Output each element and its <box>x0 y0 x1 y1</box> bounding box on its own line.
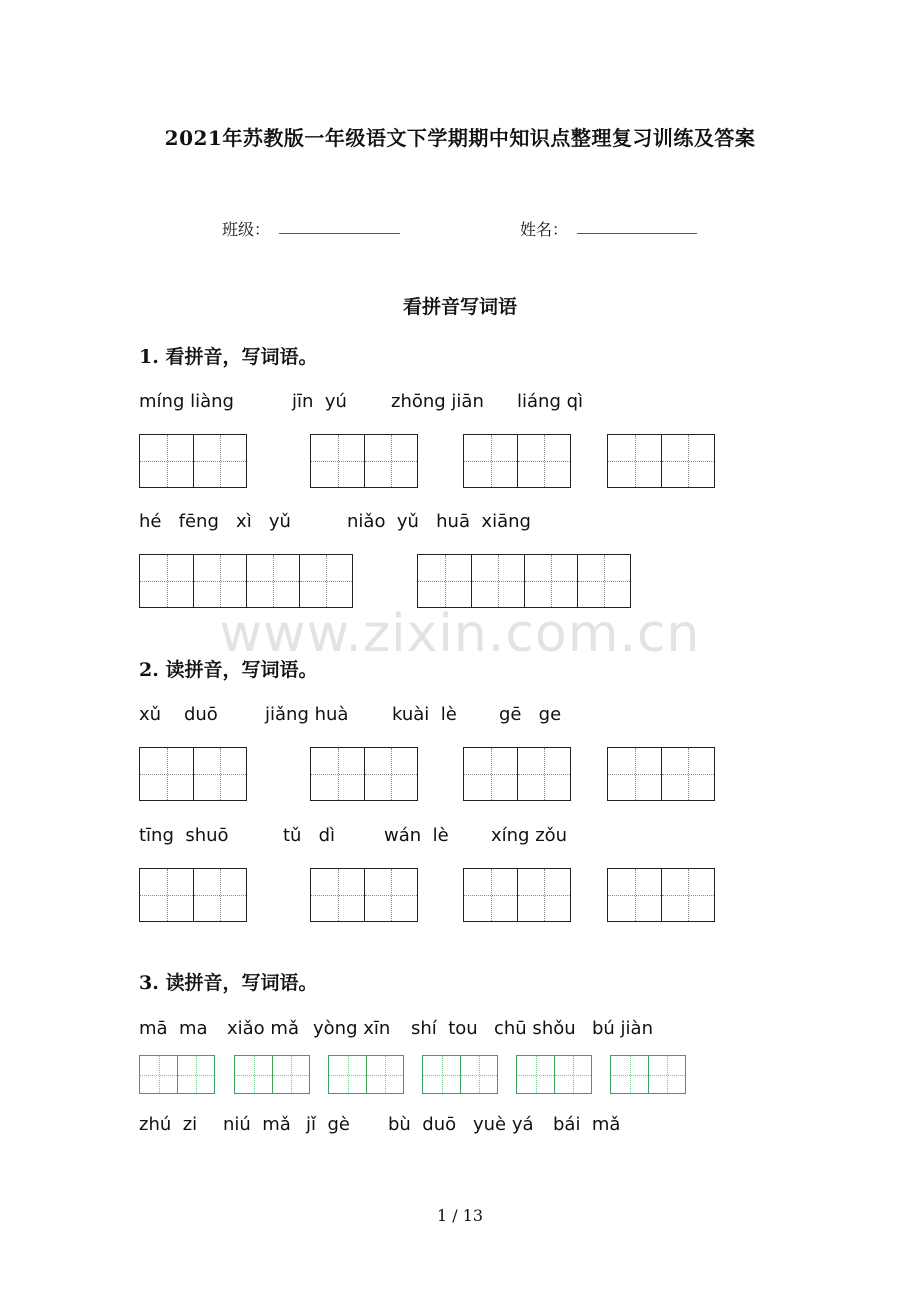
pinyin-word: yuè yá <box>473 1114 534 1135</box>
writing-cell[interactable] <box>423 1056 460 1093</box>
writing-cell[interactable] <box>608 435 661 487</box>
writing-cell[interactable] <box>661 435 714 487</box>
writing-cell[interactable] <box>611 1056 648 1093</box>
pinyin-word: mā ma <box>139 1018 208 1039</box>
writing-cell[interactable] <box>140 1056 177 1093</box>
writing-cell[interactable] <box>311 748 364 800</box>
writing-cell[interactable] <box>464 748 517 800</box>
pinyin-word: bú jiàn <box>592 1018 653 1039</box>
writing-cell[interactable] <box>517 1056 554 1093</box>
answer-grid-2[interactable] <box>139 747 247 801</box>
writing-cell[interactable] <box>554 1056 591 1093</box>
writing-cell[interactable] <box>460 1056 497 1093</box>
writing-cell[interactable] <box>648 1056 685 1093</box>
pinyin-word: shí tou <box>411 1018 478 1039</box>
writing-cell[interactable] <box>193 435 246 487</box>
name-label: 姓名： <box>520 220 569 239</box>
writing-cell[interactable] <box>140 869 193 921</box>
writing-cell[interactable] <box>235 1056 272 1093</box>
answer-grid-4[interactable] <box>417 554 631 608</box>
name-field[interactable] <box>577 233 697 234</box>
answer-grid-4[interactable] <box>139 554 353 608</box>
writing-cell[interactable] <box>140 748 193 800</box>
writing-cell[interactable] <box>193 869 246 921</box>
document-title: 2021年苏教版一年级语文下学期期中知识点整理复习训练及答案 <box>164 126 756 150</box>
writing-cell[interactable] <box>140 435 193 487</box>
answer-grid-small[interactable] <box>139 1055 215 1094</box>
answer-grid-small[interactable] <box>422 1055 498 1094</box>
pinyin-word: niú mǎ <box>223 1114 291 1135</box>
writing-cell[interactable] <box>366 1056 403 1093</box>
pinyin-word: xíng zǒu <box>491 825 568 846</box>
writing-cell[interactable] <box>193 748 246 800</box>
answer-grid-2[interactable] <box>463 747 571 801</box>
writing-cell[interactable] <box>577 555 630 607</box>
writing-cell[interactable] <box>661 869 714 921</box>
answer-grid-2[interactable] <box>310 747 418 801</box>
answer-grid-small[interactable] <box>610 1055 686 1094</box>
page-number: 1 / 13 <box>436 1206 484 1225</box>
answer-grid-2[interactable] <box>607 747 715 801</box>
class-label: 班级： <box>222 220 271 239</box>
question-2-heading: 2. 读拼音，写词语。 <box>139 659 318 681</box>
answer-grid-2[interactable] <box>607 868 715 922</box>
writing-cell[interactable] <box>517 435 570 487</box>
watermark: www.zixin.com.cn <box>219 604 701 664</box>
writing-cell[interactable] <box>364 748 417 800</box>
answer-grid-2[interactable] <box>607 434 715 488</box>
pinyin-word: liáng qì <box>517 391 584 412</box>
answer-grid-2[interactable] <box>310 868 418 922</box>
question-3-heading: 3. 读拼音，写词语。 <box>139 972 318 994</box>
section-title: 看拼音写词语 <box>402 296 517 318</box>
pinyin-word: zhōng jiān <box>391 391 484 412</box>
writing-cell[interactable] <box>517 869 570 921</box>
writing-cell[interactable] <box>524 555 577 607</box>
writing-cell[interactable] <box>246 555 299 607</box>
answer-grid-small[interactable] <box>328 1055 404 1094</box>
writing-cell[interactable] <box>329 1056 366 1093</box>
answer-grid-small[interactable] <box>516 1055 592 1094</box>
writing-cell[interactable] <box>418 555 471 607</box>
pinyin-word: jīn yú <box>292 391 347 412</box>
answer-grid-small[interactable] <box>234 1055 310 1094</box>
answer-grid-2[interactable] <box>139 868 247 922</box>
writing-cell[interactable] <box>299 555 352 607</box>
answer-grid-2[interactable] <box>310 434 418 488</box>
writing-cell[interactable] <box>608 748 661 800</box>
answer-grid-2[interactable] <box>463 868 571 922</box>
writing-cell[interactable] <box>517 748 570 800</box>
writing-cell[interactable] <box>364 869 417 921</box>
pinyin-word: zhú zi <box>139 1114 198 1135</box>
pinyin-word: bù duō <box>388 1114 457 1135</box>
pinyin-word: tǔ dì <box>283 825 336 846</box>
answer-grid-2[interactable] <box>139 434 247 488</box>
pinyin-word: wán lè <box>384 825 449 846</box>
pinyin-word: kuài lè <box>392 704 457 725</box>
pinyin-word: míng liàng <box>139 391 234 412</box>
writing-cell[interactable] <box>311 435 364 487</box>
pinyin-word: jiǎng huà <box>265 704 349 725</box>
writing-cell[interactable] <box>608 869 661 921</box>
pinyin-word: bái mǎ <box>553 1114 621 1135</box>
pinyin-word: tīng shuō <box>139 825 229 846</box>
writing-cell[interactable] <box>140 555 193 607</box>
pinyin-word: hé fēng xì yǔ <box>139 511 291 532</box>
writing-cell[interactable] <box>177 1056 214 1093</box>
writing-cell[interactable] <box>193 555 246 607</box>
pinyin-word: yòng xīn <box>313 1018 391 1039</box>
writing-cell[interactable] <box>471 555 524 607</box>
pinyin-word: niǎo yǔ huā xiāng <box>347 511 531 532</box>
pinyin-word: xiǎo mǎ <box>227 1018 299 1039</box>
pinyin-word: gē ge <box>499 704 562 725</box>
class-field[interactable] <box>279 233 400 234</box>
writing-cell[interactable] <box>464 435 517 487</box>
writing-cell[interactable] <box>272 1056 309 1093</box>
answer-grid-2[interactable] <box>463 434 571 488</box>
pinyin-word: jǐ gè <box>306 1114 350 1135</box>
writing-cell[interactable] <box>311 869 364 921</box>
writing-cell[interactable] <box>464 869 517 921</box>
question-1-heading: 1. 看拼音，写词语。 <box>139 346 318 368</box>
pinyin-word: xǔ duō <box>139 704 218 725</box>
writing-cell[interactable] <box>661 748 714 800</box>
writing-cell[interactable] <box>364 435 417 487</box>
pinyin-word: chū shǒu <box>494 1018 576 1039</box>
